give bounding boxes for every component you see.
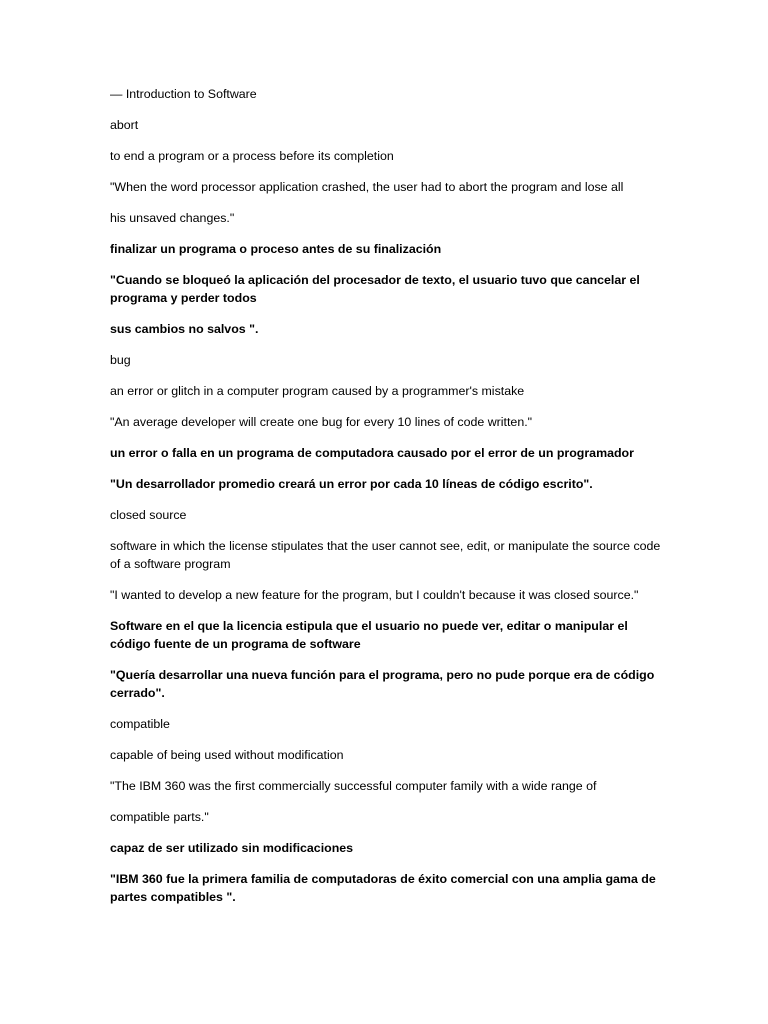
definition-es-compatible: capaz de ser utilizado sin modificaciones: [110, 841, 354, 855]
term-abort: abort: [110, 118, 139, 132]
example-en-bug: "An average developer will create one bug for every 10 lines of code written.": [110, 415, 533, 429]
example-es-abort-line-1: "Cuando se bloqueó la aplicación del procesador de texto, el usuario tuvo que cancelar el programa y perder todos: [110, 273, 640, 305]
term-compatible: compatible: [110, 717, 170, 731]
definition-es-bug: un error o falla en un programa de computadora causado por el error de un programador: [110, 446, 634, 460]
document-body: [110, 85, 670, 919]
example-en-closed-source: "I wanted to develop a new feature for the program, but I couldn't because it was closed source.": [110, 588, 639, 602]
example-en-compatible-line-2: compatible parts.": [110, 810, 209, 824]
definition-en-compatible: capable of being used without modification: [110, 748, 344, 762]
document-title: — Introduction to Software: [110, 87, 257, 101]
example-en-compatible-line-1: "The IBM 360 was the first commercially successful computer family with a wide range of: [110, 779, 597, 793]
term-closed-source: closed source: [110, 508, 187, 522]
definition-es-abort: finalizar un programa o proceso antes de su finalización: [110, 242, 442, 256]
definition-en-bug: an error or glitch in a computer program caused by a programmer's mistake: [110, 384, 525, 398]
example-es-compatible: "IBM 360 fue la primera familia de computadoras de éxito comercial con una amplia gama de partes compatibles ".: [110, 872, 656, 904]
term-bug: bug: [110, 353, 131, 367]
example-es-bug: "Un desarrollador promedio creará un error por cada 10 líneas de código escrito".: [110, 477, 593, 491]
definition-en-abort: to end a program or a process before its completion: [110, 149, 394, 163]
definition-es-closed-source: Software en el que la licencia estipula que el usuario no puede ver, editar o manipular el código fuente de un programa de software: [110, 619, 628, 651]
example-en-abort-line-2: his unsaved changes.": [110, 211, 235, 225]
example-es-closed-source: "Quería desarrollar una nueva función para el programa, pero no pude porque era de código cerrado".: [110, 668, 655, 700]
example-es-abort-line-2: sus cambios no salvos ".: [110, 322, 259, 336]
definition-en-closed-source: software in which the license stipulates that the user cannot see, edit, or manipulate the source code of a software program: [110, 539, 661, 571]
example-en-abort-line-1: "When the word processor application crashed, the user had to abort the program and lose all: [110, 180, 624, 194]
